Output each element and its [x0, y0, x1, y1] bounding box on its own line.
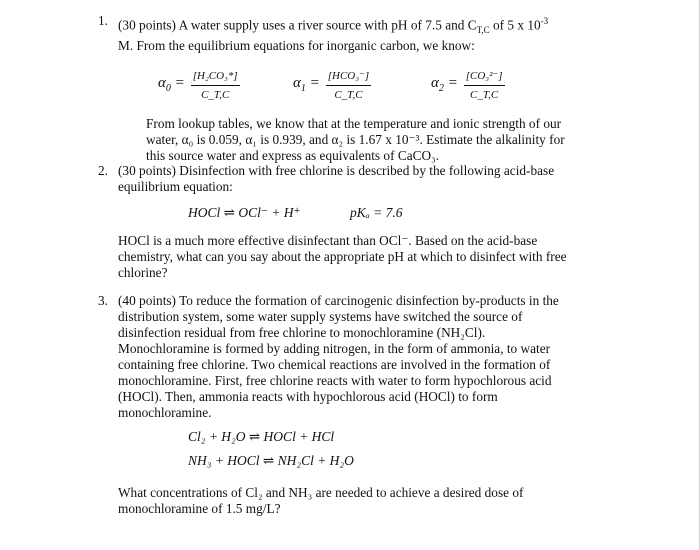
pka-value: pKₐ = 7.6: [350, 205, 403, 220]
alpha-equations: [118, 68, 598, 106]
question-3-body: What concentrations of Cl₂ and NH₃ are needed to achieve a desired dose of monochloramine of 1.5 mg/L?: [118, 485, 524, 516]
question-3-intro: (40 points) To reduce the formation of carcinogenic disinfection by-products in the distribution system, some water supply systems have switched the source of disinfection residual from free chlorine to monochloramine (NH₂Cl). Monochloramine is formed by adding nitrogen, in the form of ammonia, to water containing free chlorine. Two chemical reactions are involved in the formation of monochloramine. First, free chlorine reacts with water to form hypochlorous acid (HOCl). Then, ammonia reacts with hypochlorous acid (HOCl) to form monochloramine.: [118, 293, 559, 420]
chloramine-reactions: [118, 429, 598, 477]
question-number: 1.: [98, 13, 108, 28]
hocl-equilibrium: [118, 195, 598, 227]
alpha2-equation: $\alpha_2$ = $\frac{\text{[CO₃²⁻]}}{C\_T,C}$: [431, 70, 503, 102]
question-2: [98, 163, 598, 281]
question-1: [98, 13, 598, 164]
question-3: [98, 293, 598, 517]
question-number: 3.: [98, 293, 108, 308]
ammonia-reaction: NH₃ + HOCl ⇌ NH₂Cl + H₂O: [188, 453, 354, 468]
question-number: 2.: [98, 163, 108, 178]
question-2-intro: (30 points) Disinfection with free chlorine is described by the following acid-base equilibrium equation:: [118, 163, 555, 194]
question-2-body: HOCl is a much more effective disinfectant than OCl⁻. Based on the acid-base chemistry, what can you say about the appropriate pH at which to disinfect with free chlorine?: [118, 233, 567, 280]
question-1-intro: (30 points) A water supply uses a river source with pH of 7.5 and $C_{T,C}$ of 5 x $10^{-3}$ M. From the equilibrium equations for inorganic carbon, we know:: [118, 16, 549, 54]
alpha1-equation: $\alpha_1$ = $\frac{\text{[HCO₃⁻]}}{C\_T,C}$: [293, 70, 370, 102]
chlorine-reaction: Cl₂ + H₂O ⇌ HOCl + HCl: [188, 429, 335, 444]
question-1-body: From lookup tables, we know that at the temperature and ionic strength of our water, α₀ is 0.059, α₁ is 0.939, and α₂ is 1.67 x 10⁻³. Estimate the alkalinity for this source water and express as equivalents of CaCO₃.: [146, 116, 565, 164]
alpha0-equation: $\alpha_0$ = $\frac{\text{[H₂CO₃*]}}{C\_T,C}$: [158, 70, 238, 102]
hocl-reaction: HOCl ⇌ OCl⁻ + H⁺: [188, 205, 301, 220]
